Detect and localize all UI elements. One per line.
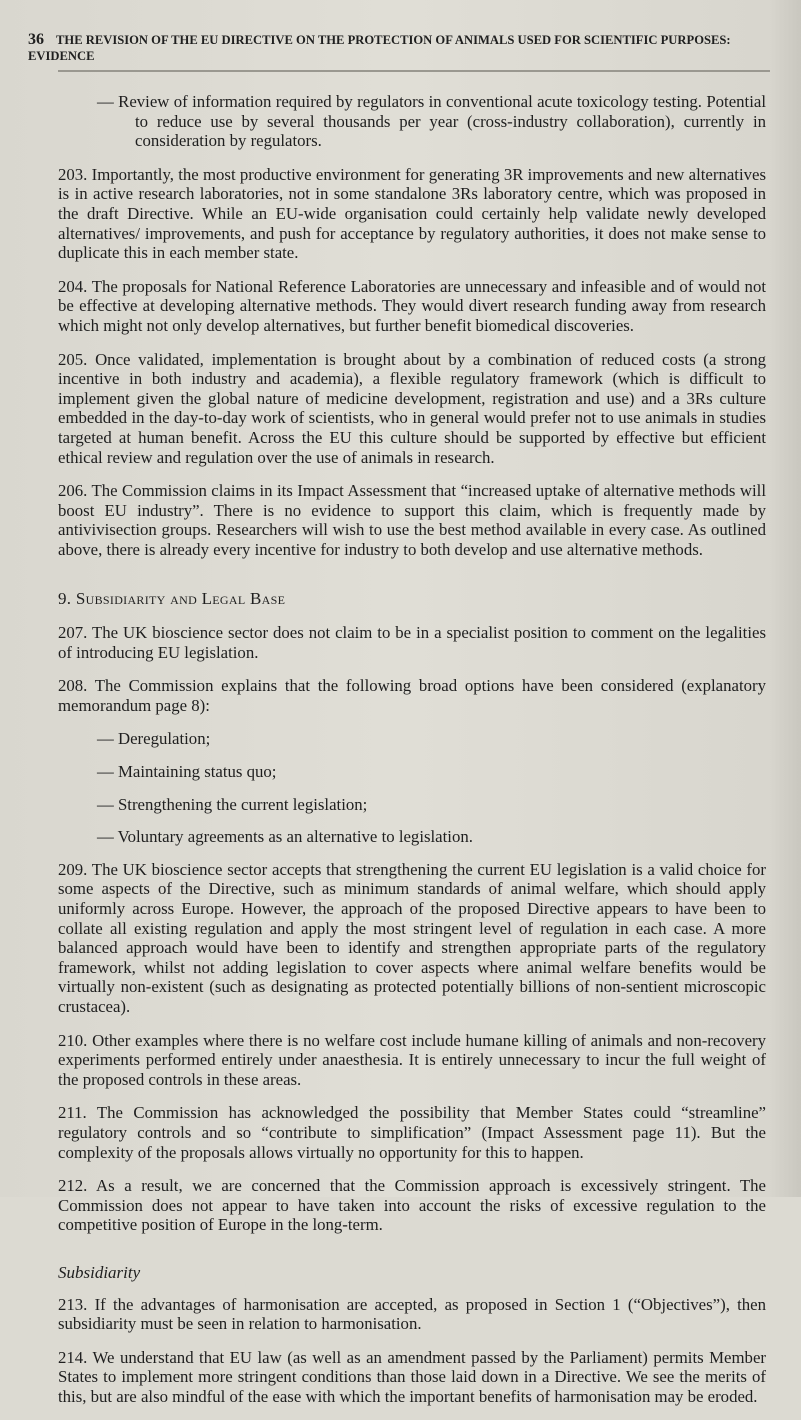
document-body [58,92,766,1420]
option-item: — Maintaining status quo; [97,762,277,782]
paragraph-207: 207. The UK bioscience sector does not claim to be in a specialist position to comment on the legalities of introducing EU legislation. [58,623,766,662]
paragraph-206: 206. The Commission claims in its Impact Assessment that “increased uptake of alternative methods will boost EU industry”. There is no evidence to support this claim, which is frequently made by antivivisection groups. Researchers will wish to use the best method available in every case. As outlined above, there is already every incentive for industry to both develop and use alternative methods. [58,481,766,559]
paragraph-214: 214. We understand that EU law (as well as an amendment passed by the Parliament) permits Member States to implement more stringent conditions than those laid down in a Directive. We see the merits of this, but are also mindful of the ease with which the important benefits of harmonisation may be eroded. [58,1347,766,1406]
header-rule [58,70,770,72]
option-item: — Strengthening the current legislation; [97,794,368,814]
paragraph-203: 203. Importantly, the most productive environment for generating 3R improvements and new alternatives is in active research laboratories, not in some standalone 3Rs laboratory centre, which was proposed in the draft Directive. While an EU-wide organisation could certainly help validate newly developed alternatives/ improvements, and push for acceptance by regulatory authorities, it does not make sense to duplicate this in each member state. [58,164,766,263]
paragraph-210: 210. Other examples where there is no welfare cost include humane killing of animals and non-recovery experiments performed entirely under anaesthesia. It is entirely unnecessary to incur the full weight of the proposed controls in these areas. [58,1030,766,1089]
page-number: 36 [28,31,44,48]
running-header [28,32,773,64]
paragraph-211: 211. The Commission has acknowledged the possibility that Member States could “streamline” regulatory controls and so “contribute to simplification” (Impact Assessment page 11). But the complexity of the proposals allows virtually no opportunity for this to happen. [58,1103,766,1162]
paragraph-212: 212. As a result, we are concerned that the Commission approach is excessively stringent. The Commission does not appear to have taken into account the risks of excessive regulation to the competitive position of Europe in the long-term. [58,1176,766,1235]
header-title: THE REVISION OF THE EU DIRECTIVE ON THE PROTECTION OF ANIMALS USED FOR SCIENTIFIC PURPOSES: EVIDENCE [28,33,731,63]
option-item: — Deregulation; [97,729,211,749]
section-heading: 9. Subsidiarity and Legal Base [58,589,286,609]
paragraph-209: 209. The UK bioscience sector accepts that strengthening the current EU legislation is a valid choice for some aspects of the Directive, such as minimum standards of animal welfare, which should apply uniformly across Europe. However, the approach of the proposed Directive appears to have been to collate all existing regulation and apply the most stringent level of regulation in each case. A more balanced approach would have been to identify and strengthen appropriate parts of the regulatory framework, whilst not adding legislation to cover aspects where animal welfare benefits would be virtually non-existent (such as designating as protected potentially billions of non-sentient microscopic crustacea). [58,859,766,1016]
paragraph-205: 205. Once validated, implementation is brought about by a combination of reduced costs (a strong incentive in both industry and academia), a flexible regulatory framework (which is difficult to implement given the global nature of medicine development, registration and use) and a 3Rs culture embedded in the day-to-day work of scientists, who in general would prefer not to use animals in studies targeted at human benefit. Across the EU this culture should be supported by effective but efficient ethical review and regulation over the use of animals in research. [58,349,766,467]
option-item: — Voluntary agreements as an alternative to legislation. [97,827,473,847]
paragraph-213: 213. If the advantages of harmonisation are accepted, as proposed in Section 1 (“Objectives”), then subsidiarity must be seen in relation to harmonisation. [58,1294,766,1334]
paragraph-208: 208. The Commission explains that the following broad options have been considered (explanatory memorandum page 8): [58,676,766,715]
intro-bullet: — Review of information required by regulators in conventional acute toxicology testing. Potential to reduce use by several thousands per year (cross-industry collaboration), currently in consideration by regulators. [97,92,766,151]
paragraph-204: 204. The proposals for National Reference Laboratories are unnecessary and infeasible and of would not be effective at developing alternative methods. They would divert research funding away from research which might not only develop alternatives, but further benefit biomedical discoveries. [58,276,766,335]
subheading-subsidiarity: Subsidiarity [58,1262,141,1282]
